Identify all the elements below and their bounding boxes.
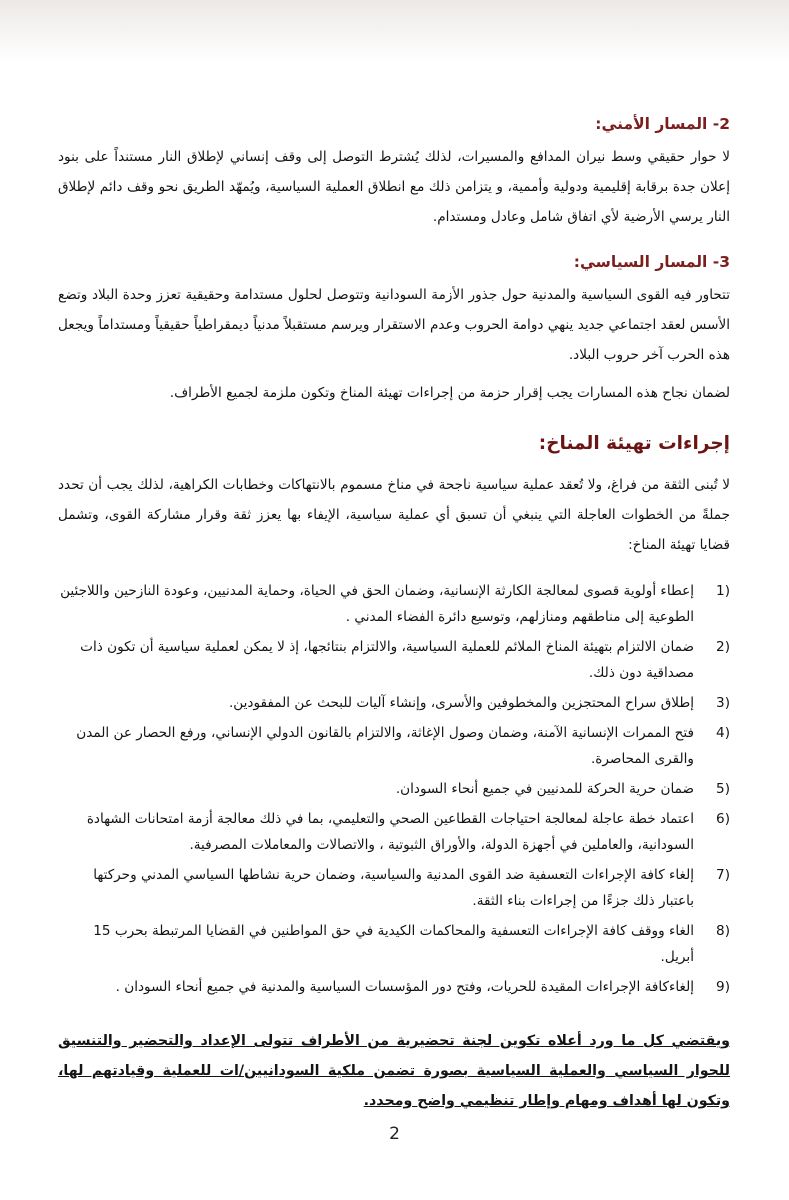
closing-statement: ويقتضي كل ما ورد أعلاه تكوين لجنة تحضيرية من الأطراف تتولى الإعداد والتحضير والتنسيق للحوار السياسي والعملية السياسية بصورة تضمن ملكية السودانيين/ات للعملية وقيادتهم لها، وتكون لها أهداف ومهام وإطار تنظيمي واضح ومحدد. xyxy=(58,1033,730,1109)
list-item-number: 4) xyxy=(716,725,730,741)
climate-intro: لا تُبنى الثقة من فراغ، ولا تُعقد عملية سياسية ناجحة في مناخ مسموم بالانتهاكات وخطابات الكراهية، لذلك يجب أن تحدد جملةً من الخطوات العاجلة التي ينبغي أن تسبق أي عملية سياسية، الإيفاء بها يعزز ثقة وقرار مشاركة القوى، وتشمل قضايا تهيئة المناخ: xyxy=(58,477,730,553)
top-shadow-bar xyxy=(0,0,789,62)
list-item-text: إطلاق سراح المحتجزين والمخطوفين والأسرى، وإنشاء آليات للبحث عن المفقودين. xyxy=(228,695,694,711)
climate-measures-list xyxy=(58,578,730,1000)
list-item xyxy=(58,720,730,772)
list-item xyxy=(58,862,730,914)
list-item-text: إعطاء أولوية قصوى لمعالجة الكارثة الإنسانية، وضمان الحق في الحياة، وحماية المدنيين، وعودة النازحين واللاجئين الطوعية إلى مناطقهم ومنازلهم، وتوسيع دائرة الفضاء المدني . xyxy=(60,583,694,625)
list-item xyxy=(58,690,730,716)
list-item xyxy=(58,776,730,802)
list-item xyxy=(58,634,730,686)
list-item xyxy=(58,974,730,1000)
list-item-number: 1) xyxy=(716,583,730,599)
list-item-text: اعتماد خطة عاجلة لمعالجة احتياجات القطاعين الصحي والتعليمي، بما في ذلك معالجة أزمة امتحانات الشهادة السودانية، والعاملين في أجهزة الدولة، والأوراق الثبوتية ، والاتصالات والمعاملات المصرفية. xyxy=(86,811,694,853)
list-item-number: 7) xyxy=(716,867,730,883)
political-track-body: تتحاور فيه القوى السياسية والمدنية حول جذور الأزمة السودانية وتتوصل لحلول مستدامة وحقيقية تعزز وحدة البلاد وتضع الأسس لعقد اجتماعي جديد ينهي دوامة الحروب وعدم الاستقرار ويرسم مستقبلاً مدنياً ديمقراطياً حقيقياً ومستداماً ويجعل هذه الحرب آخر حروب البلاد. xyxy=(58,287,730,363)
list-item-number: 8) xyxy=(716,923,730,939)
list-item-number: 3) xyxy=(716,695,730,711)
list-item-number: 5) xyxy=(716,781,730,797)
political-track-heading: 3- المسار السياسي: xyxy=(573,253,730,271)
list-item xyxy=(58,918,730,970)
list-item xyxy=(58,806,730,858)
success-note: لضمان نجاح هذه المسارات يجب إقرار حزمة من إجراءات تهيئة المناخ وتكون ملزمة لجميع الأطراف. xyxy=(169,385,730,401)
list-item-number: 2) xyxy=(716,639,730,655)
list-item-number: 9) xyxy=(716,979,730,995)
list-item-text: الغاء ووقف كافة الإجراءات التعسفية والمحاكمات الكيدية في حق المواطنين في القضايا المرتبطة بحرب 15 أبريل. xyxy=(93,923,694,965)
climate-section-heading: إجراءات تهيئة المناخ: xyxy=(538,433,730,454)
list-item-text: إلغاءكافة الإجراءات المقيدة للحريات، وفتح دور المؤسسات السياسية والمدنية في جميع أنحاء السودان . xyxy=(115,979,694,995)
list-item-text: فتح الممرات الإنسانية الآمنة، وضمان وصول الإغاثة، والالتزام بالقانون الدولي الإنساني، ورفع الحصار عن المدن والقرى المحاصرة. xyxy=(76,725,694,767)
list-item xyxy=(58,578,730,630)
document-page xyxy=(58,100,730,1130)
page-number: 2 xyxy=(389,1124,400,1144)
list-item-text: ضمان حرية الحركة للمدنيين في جميع أنحاء السودان. xyxy=(395,781,694,797)
list-item-number: 6) xyxy=(716,811,730,827)
list-item-text: إلغاء كافة الإجراءات التعسفية ضد القوى المدنية والسياسية، وضمان حرية نشاطها السياسي المدني وحركتها باعتبار ذلك جزءًا من إجراءات بناء الثقة. xyxy=(93,867,694,909)
list-item-text: ضمان الالتزام بتهيئة المناخ الملائم للعملية السياسية، والالتزام بنتائجها، إذ لا يمكن لعملية سياسية أن تكون ذات مصداقية دون ذلك. xyxy=(80,639,694,681)
security-track-body: لا حوار حقيقي وسط نيران المدافع والمسيرات، لذلك يُشترط التوصل إلى وقف إنساني لإطلاق النار مستنداً على بنود إعلان جدة برقابة إقليمية ودولية وأممية، و يتزامن ذلك مع انطلاق العملية السياسية، ويُمهّد الطريق نحو وقف دائم لإطلاق النار يرسي الأرضية لأي اتفاق شامل وعادل ومستدام. xyxy=(58,149,730,225)
security-track-heading: 2- المسار الأمني: xyxy=(595,115,730,133)
